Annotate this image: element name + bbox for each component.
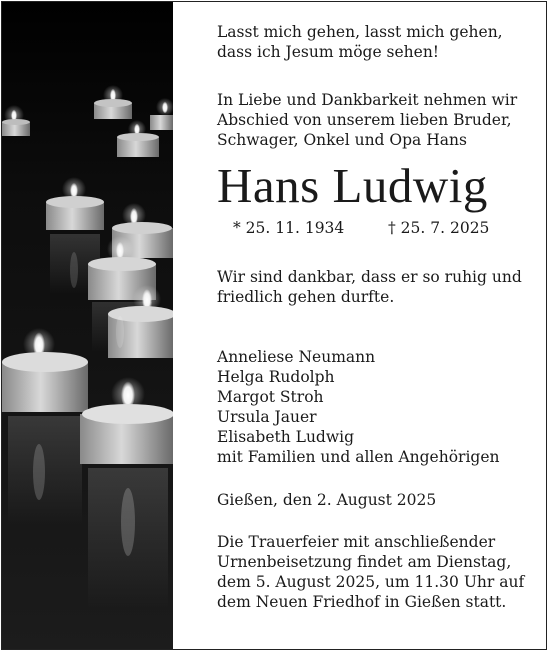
service-line: Urnenbeisetzung findet am Dienstag,: [217, 553, 512, 571]
deceased-name: Hans Ludwig: [217, 158, 488, 213]
service-line: dem 5. August 2025, um 11.30 Uhr auf: [217, 573, 525, 591]
candles-image: [2, 2, 173, 649]
candle-near-1: [2, 328, 88, 526]
verse-line: Lasst mich gehen, lasst mich gehen,: [217, 23, 503, 41]
intro-line: In Liebe und Dankbarkeit nehmen wir: [217, 91, 518, 109]
thanks-line: Wir sind dankbar, dass er so ruhig und: [217, 268, 522, 286]
intro-text: [217, 90, 530, 150]
intro-line: Abschied von unserem lieben Bruder,: [217, 111, 512, 129]
place-date: [217, 490, 530, 510]
mourner-name: Anneliese Neumann: [217, 348, 376, 366]
death-date: † 25. 7. 2025: [388, 219, 490, 237]
intro-line: Schwager, Onkel und Opa Hans: [217, 131, 467, 149]
mourner-name: Ursula Jauer: [217, 408, 317, 426]
mourners-family-line: mit Familien und allen Angehörigen: [217, 448, 500, 466]
obituary-notice: [1, 1, 547, 650]
mourner-name: Helga Rudolph: [217, 368, 335, 386]
verse-line: dass ich Jesum möge sehen!: [217, 43, 440, 61]
birth-date: * 25. 11. 1934: [233, 219, 345, 237]
mourner-name: Margot Stroh: [217, 388, 324, 406]
mourners-list: [217, 347, 530, 467]
thanks-text: [217, 267, 530, 307]
candles-photo: [2, 2, 173, 649]
place-date-text: Gießen, den 2. August 2025: [217, 491, 437, 509]
thanks-line: friedlich gehen durfte.: [217, 288, 395, 306]
verse: [217, 22, 530, 62]
obituary-text: [217, 22, 530, 612]
mourner-name: Elisabeth Ludwig: [217, 428, 355, 446]
service-line: Die Trauerfeier mit anschließender: [217, 533, 496, 551]
life-dates: [217, 218, 530, 238]
service-info: [217, 532, 530, 612]
service-line: dem Neuen Friedhof in Gießen statt.: [217, 593, 507, 611]
